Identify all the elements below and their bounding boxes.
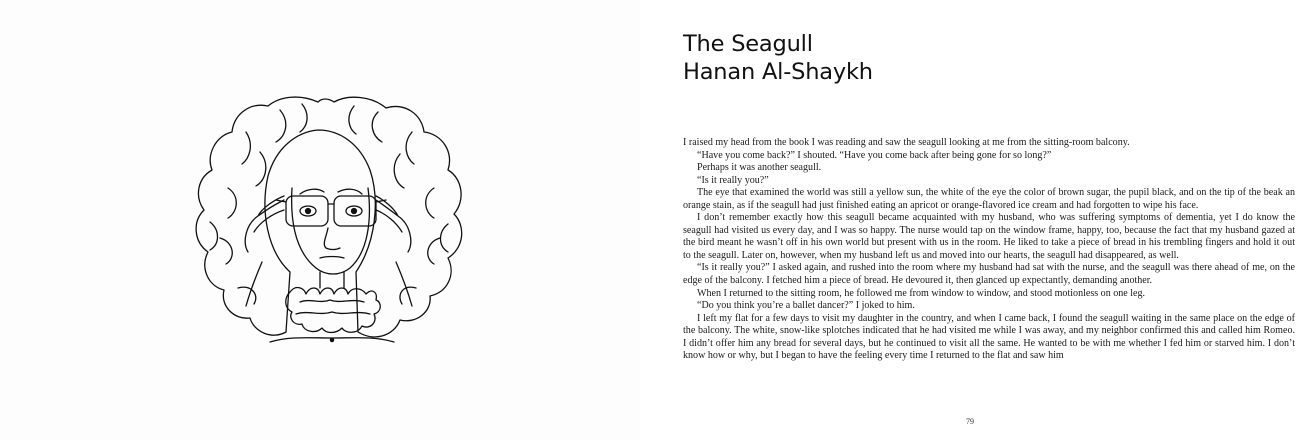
story-body <box>683 137 1295 363</box>
author-name: Hanan Al-Shaykh <box>683 59 873 85</box>
left-page <box>0 0 640 440</box>
right-hand <box>376 196 412 306</box>
paragraph: “Is it really you?” I asked again, and rushed into the room where my husband had sat with the nurse, and the seagull was there ahead of me, on the edge of the balcony. I fetched him a piece of bread. He devoured it, then glanced up expectantly, demanding another. <box>683 262 1295 287</box>
portrait-illustration <box>150 92 502 360</box>
paragraph: I don’t remember exactly how this seagull became acquainted with my husband, who was suffering symptoms of dementia, yet I do know the seagull had visited us every day, and I was so happy. The nurse would tap on the window frame, happy, too, because the fact that my husband gazed at the bird meant he wasn’t off in his own world but present with us in the room. He liked to take a piece of bread in his trembling fingers and hold it out to the seagull. Later on, however, when my husband left us and moved into our hearts, the seagull had disappeared, as well. <box>683 212 1295 261</box>
paragraph: The eye that examined the world was still a yellow sun, the white of the eye the color of brown sugar, the pupil black, and on the tip of the beak an orange stain, as if the seagull had just finished eating an apricot or orange-flavored ice cream and had forgotten to wipe his face. <box>683 187 1295 211</box>
face-outline <box>292 188 370 274</box>
paragraph: I left my flat for a few days to visit my daughter in the country, and when I came back, I found the seagull waiting in the same place on the edge of the balcony. The white, snow-like splotches indicated that he had visited me while I was away, and my neighbor confirmed this and called him Romeo. I didn’t offer him any bread for several days, but he continued to visit all the same. He wanted to be with me whether I fed him or starved him. I don’t know how or why, but I began to have the feeling every time I returned to the flat and saw him <box>683 312 1295 362</box>
page-number: 79 <box>966 417 974 426</box>
paragraph: “Do you think you’re a ballet dancer?” I joked to him. <box>697 300 915 312</box>
chapter-heading <box>683 30 873 86</box>
story-title: The Seagull <box>683 31 813 57</box>
paragraph: “Have you come back?” I shouted. “Have you come back after being gone for so long?” <box>697 149 1052 161</box>
ruffled-collar <box>286 288 381 333</box>
paragraph: When I returned to the sitting room, he followed me from window to window, and stood motionless on one leg. <box>697 287 1146 299</box>
paragraph: I raised my head from the book I was reading and saw the seagull looking at me from the sitting-room balcony. <box>683 137 1130 148</box>
paragraph: “Is it really you?” <box>697 174 769 186</box>
right-page <box>640 0 1300 440</box>
paragraph: Perhaps it was another seagull. <box>697 162 822 174</box>
